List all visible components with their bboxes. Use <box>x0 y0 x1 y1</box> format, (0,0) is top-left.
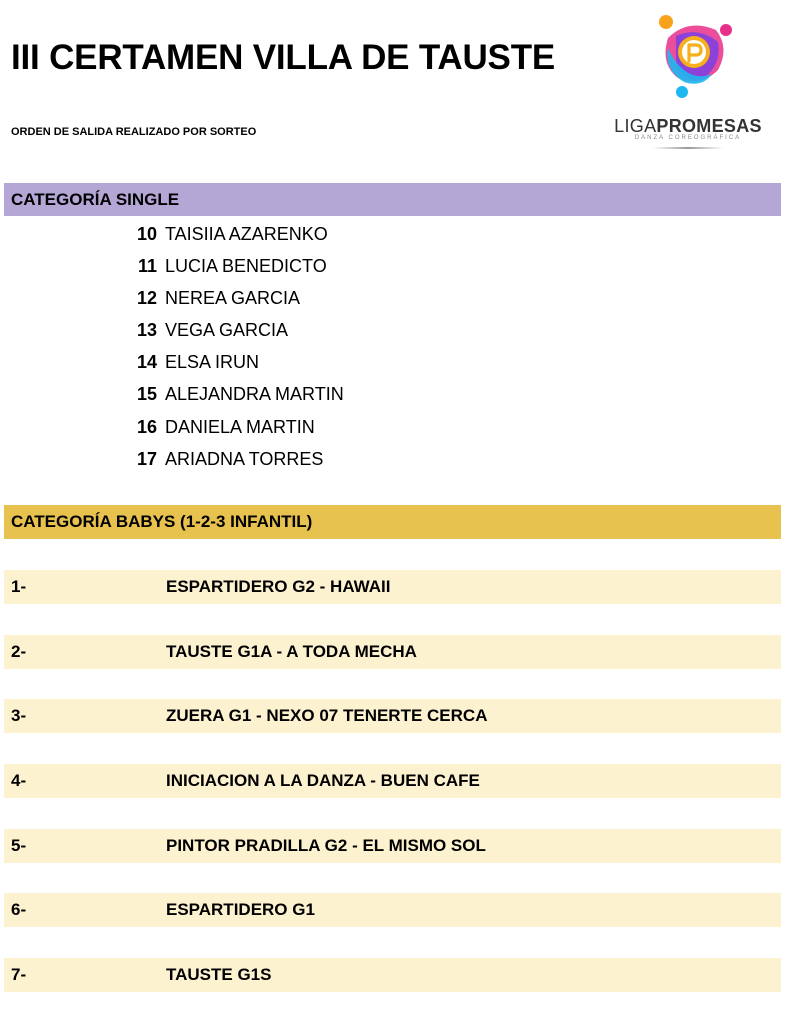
entry-number: 13 <box>136 319 157 340</box>
entry-number: 10 <box>136 223 157 244</box>
babys-entry <box>4 570 781 604</box>
logo-underline <box>653 147 723 149</box>
entry-number: 12 <box>136 287 157 308</box>
entry-name: ALEJANDRA MARTIN <box>165 383 344 404</box>
single-entry <box>0 218 500 250</box>
page-subtitle: ORDEN DE SALIDA REALIZADO POR SORTEO <box>11 126 257 138</box>
page-title: III CERTAMEN VILLA DE TAUSTE <box>11 38 556 77</box>
entry-name: TAUSTE G1A - A TODA MECHA <box>166 642 417 661</box>
single-entry <box>0 250 500 282</box>
liga-promesas-logo <box>608 8 768 150</box>
entry-name: INICIACION A LA DANZA - BUEN CAFE <box>166 771 480 790</box>
logo-text-promesas: PROMESAS <box>656 116 762 136</box>
entry-name: LUCIA BENEDICTO <box>165 255 327 276</box>
single-entry <box>0 443 500 475</box>
logo-emblem-icon <box>638 8 738 108</box>
entry-name: VEGA GARCIA <box>165 319 289 340</box>
babys-entry <box>4 764 781 798</box>
entry-number: 11 <box>137 255 157 276</box>
entry-name: TAUSTE G1S <box>166 965 272 984</box>
entry-name: TAISIIA AZARENKO <box>165 223 328 244</box>
entry-number: 3- <box>11 706 27 725</box>
entry-number: 17 <box>136 448 157 469</box>
section-header-single: CATEGORÍA SINGLE <box>4 183 781 216</box>
babys-entry <box>4 635 781 669</box>
logo-tagline: DANZA COREOGRÁFICA <box>634 135 742 141</box>
entry-name: ELSA IRUN <box>165 351 260 372</box>
babys-entry <box>4 893 781 927</box>
single-entry <box>0 314 500 346</box>
babys-entry <box>4 829 781 863</box>
entry-number: 1- <box>11 577 27 596</box>
entry-name: DANIELA MARTIN <box>165 416 315 437</box>
single-entry <box>0 378 500 410</box>
entry-name: PINTOR PRADILLA G2 - EL MISMO SOL <box>166 836 486 855</box>
babys-entry <box>4 958 781 992</box>
entry-name: ESPARTIDERO G2 - HAWAII <box>166 577 391 596</box>
entry-number: 14 <box>136 351 157 372</box>
logo-wordmark <box>608 116 768 137</box>
babys-entry <box>4 699 781 733</box>
single-entry <box>0 411 500 443</box>
single-entry <box>0 282 500 314</box>
entry-number: 7- <box>11 965 27 984</box>
entry-number: 4- <box>11 771 27 790</box>
entry-name: ESPARTIDERO G1 <box>166 900 315 919</box>
entry-number: 2- <box>11 642 27 661</box>
single-entry <box>0 346 500 378</box>
section-header-babys: CATEGORÍA BABYS (1-2-3 INFANTIL) <box>4 505 781 539</box>
logo-text-liga: LIGA <box>614 116 657 136</box>
entry-number: 6- <box>11 900 27 919</box>
entry-name: ARIADNA TORRES <box>165 448 324 469</box>
entry-number: 16 <box>136 416 157 437</box>
entry-number: 5- <box>11 836 27 855</box>
entry-name: NEREA GARCIA <box>165 287 301 308</box>
entry-number: 15 <box>136 383 157 404</box>
entry-name: ZUERA G1 - NEXO 07 TENERTE CERCA <box>166 706 488 725</box>
